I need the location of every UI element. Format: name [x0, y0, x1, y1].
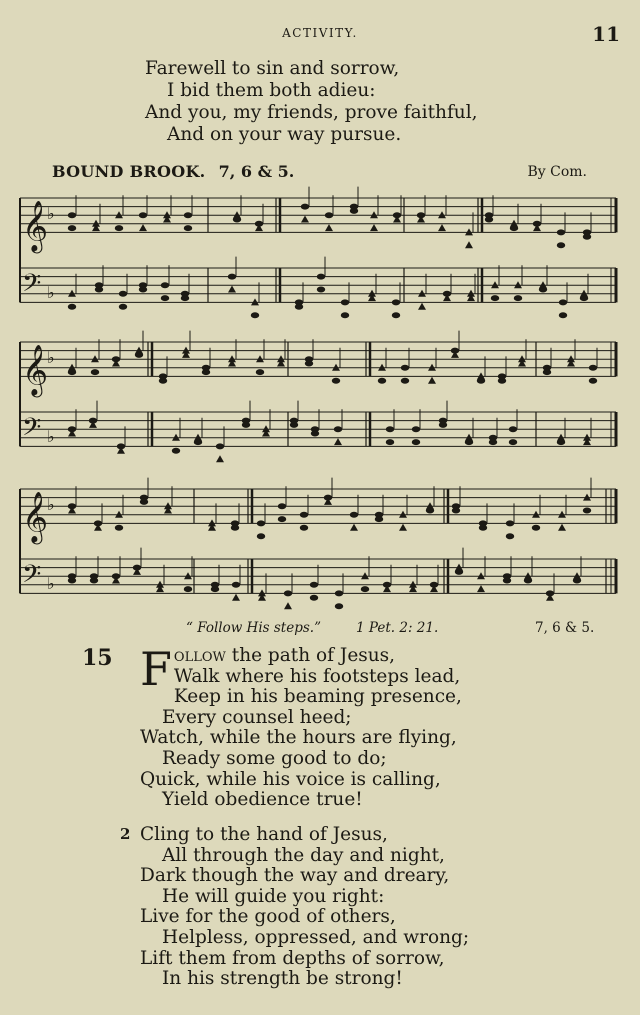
treble-clef-icon: 𝄞 — [22, 491, 49, 543]
note-head — [557, 439, 565, 445]
note-head — [335, 590, 343, 596]
note-head — [439, 422, 447, 428]
bass-clef-icon: 𝄢 — [22, 412, 42, 448]
note-head — [301, 216, 309, 223]
note-head — [428, 377, 436, 384]
note-head — [257, 533, 265, 539]
note-head — [489, 439, 497, 445]
note-head — [311, 431, 319, 437]
note-head — [589, 365, 597, 371]
note-head — [559, 299, 567, 305]
verse-line: Lift them from depths of sorrow, — [140, 947, 445, 969]
note-head — [485, 217, 493, 223]
note-head — [68, 225, 76, 231]
verse-line: Farewell to sin and sorrow, — [145, 58, 400, 79]
note-head — [300, 512, 308, 518]
note-head — [278, 503, 286, 509]
verse-line: Quick, while his voice is calling, — [140, 768, 441, 790]
note-head — [557, 242, 565, 248]
verse-line: Live for the good of others, — [140, 906, 396, 928]
page-number: 11 — [592, 22, 620, 46]
note-head — [543, 369, 551, 375]
verse-line: Yield obedience true! — [162, 789, 363, 811]
note-head — [532, 525, 540, 531]
bass-clef-icon: 𝄢 — [22, 268, 42, 304]
note-head — [325, 224, 333, 231]
note-head — [172, 448, 180, 454]
note-head — [202, 369, 210, 375]
note-head — [589, 378, 597, 384]
note-head — [341, 299, 349, 305]
note-head — [295, 304, 303, 310]
note-head — [68, 304, 76, 310]
note-head — [301, 204, 309, 210]
note-head — [310, 582, 318, 588]
note-head — [539, 287, 547, 293]
verse-line: Cling to the hand of Jesus, — [140, 824, 388, 845]
bass-clef-icon: 𝄢 — [22, 559, 42, 595]
note-head — [465, 241, 473, 248]
note-head — [392, 299, 400, 305]
flat-sign-icon: ♭ — [47, 573, 55, 593]
note-head — [284, 590, 292, 596]
note-head — [310, 595, 318, 601]
note-head — [386, 426, 394, 432]
stanza-number: 2 — [120, 825, 131, 843]
note-head — [257, 520, 265, 526]
note-head — [510, 225, 518, 231]
note-head — [509, 439, 517, 445]
note-head — [216, 455, 224, 462]
verse-line: He will guide you right: — [162, 885, 385, 907]
note-head — [233, 217, 241, 223]
note-head — [159, 378, 167, 384]
note-head — [477, 378, 485, 384]
note-head — [140, 499, 148, 505]
first-line-rest: the path of Jesus, — [225, 645, 396, 666]
note-head — [284, 602, 292, 609]
note-head — [251, 312, 259, 318]
note-head — [506, 533, 514, 539]
note-head — [498, 378, 506, 384]
note-head — [465, 439, 473, 445]
note-head — [119, 291, 127, 297]
hymn-number: 15 — [82, 645, 113, 671]
note-head — [115, 225, 123, 231]
note-head — [491, 295, 499, 301]
verse-line: Watch, while the hours are flying, — [140, 727, 457, 749]
note-head — [401, 365, 409, 371]
verse-line: All through the day and night, — [162, 844, 445, 866]
tune-name: BOUND BROOK. — [52, 162, 206, 181]
note-head — [583, 508, 591, 514]
note-head — [370, 224, 378, 231]
note-head — [290, 422, 298, 428]
note-head — [95, 287, 103, 293]
note-head — [386, 439, 394, 445]
note-head — [139, 287, 147, 293]
note-head — [334, 438, 342, 445]
flat-sign-icon: ♭ — [47, 282, 55, 302]
note-head — [90, 578, 98, 584]
treble-clef-icon: 𝄞 — [22, 344, 49, 396]
note-head — [378, 378, 386, 384]
note-head — [426, 508, 434, 514]
verse-line: Keep in his beaming presence, — [173, 686, 462, 708]
note-head — [399, 524, 407, 531]
note-head — [325, 212, 333, 218]
note-head — [361, 586, 369, 592]
note-head — [139, 224, 147, 231]
note-head — [477, 585, 485, 592]
note-head — [161, 295, 169, 301]
note-head — [184, 212, 192, 218]
note-head — [334, 426, 342, 432]
hymn-meter: 7, 6 & 5. — [535, 620, 595, 636]
verse-line: And on your way pursue. — [167, 124, 402, 145]
note-head — [194, 439, 202, 445]
first-word-rest: ollow — [173, 645, 226, 666]
flat-sign-icon: ♭ — [47, 204, 55, 224]
verse-line: Dark though the way and dreary, — [140, 865, 450, 887]
note-head — [232, 582, 240, 588]
running-head: ACTIVITY. — [282, 26, 358, 40]
hymn-motto: “ Follow His steps.” — [186, 620, 321, 636]
note-head — [68, 212, 76, 218]
tune-meter: 7, 6 & 5. — [218, 162, 295, 181]
note-head — [181, 295, 189, 301]
flat-sign-icon: ♭ — [47, 495, 55, 515]
note-head — [418, 303, 426, 310]
note-head — [332, 378, 340, 384]
note-head — [119, 304, 127, 310]
note-head — [350, 524, 358, 531]
note-head — [228, 274, 236, 280]
verse-line: Helpless, oppressed, and wrong; — [162, 926, 470, 948]
stanza-1 — [140, 642, 462, 811]
note-head — [509, 426, 517, 432]
note-head — [242, 422, 250, 428]
note-head — [392, 312, 400, 318]
note-head — [300, 525, 308, 531]
note-head — [573, 578, 581, 584]
verse-line: Every counsel heed; — [162, 706, 352, 728]
note-head — [559, 312, 567, 318]
note-head — [278, 516, 286, 522]
treble-clef-icon: 𝄞 — [22, 200, 49, 252]
verse-line: In his strength be strong! — [162, 968, 403, 990]
note-head — [558, 524, 566, 531]
note-head — [184, 586, 192, 592]
note-head — [506, 520, 514, 526]
verse-line: And you, my friends, prove faithful, — [145, 102, 478, 123]
verse-line: I bid them both adieu: — [167, 80, 376, 101]
note-head — [350, 512, 358, 518]
note-head — [350, 208, 358, 214]
note-head — [68, 369, 76, 375]
note-head — [231, 525, 239, 531]
note-head — [412, 426, 420, 432]
note-head — [335, 603, 343, 609]
note-head — [256, 369, 264, 375]
note-head — [115, 525, 123, 531]
note-head — [317, 274, 325, 280]
stanza-2 — [140, 825, 469, 990]
note-head — [557, 229, 565, 235]
drop-cap: F — [140, 642, 172, 696]
verse-line: Walk where his footsteps lead, — [173, 665, 461, 687]
note-head — [135, 352, 143, 358]
note-head — [452, 508, 460, 514]
note-head — [375, 516, 383, 522]
note-head — [503, 578, 511, 584]
note-head — [317, 287, 325, 293]
note-head — [228, 286, 236, 293]
note-head — [401, 378, 409, 384]
note-head — [341, 312, 349, 318]
note-head — [305, 361, 313, 367]
note-head — [184, 225, 192, 231]
note-head — [211, 586, 219, 592]
note-head — [479, 525, 487, 531]
note-head — [524, 578, 532, 584]
note-head — [514, 295, 522, 301]
note-head — [412, 439, 420, 445]
note-head — [232, 594, 240, 601]
flat-sign-icon: ♭ — [47, 426, 55, 446]
note-head — [216, 443, 224, 449]
composer-credit: By Com. — [527, 164, 587, 180]
note-head — [438, 224, 446, 231]
verse-line: Ready some good to do; — [162, 747, 387, 769]
note-head — [161, 282, 169, 288]
note-head — [580, 295, 588, 301]
note-head — [455, 569, 463, 575]
note-head — [91, 369, 99, 375]
flat-sign-icon: ♭ — [47, 348, 55, 368]
note-head — [139, 212, 147, 218]
scripture-reference: 1 Pet. 2: 21. — [356, 620, 439, 636]
note-head — [583, 234, 591, 240]
note-head — [68, 578, 76, 584]
